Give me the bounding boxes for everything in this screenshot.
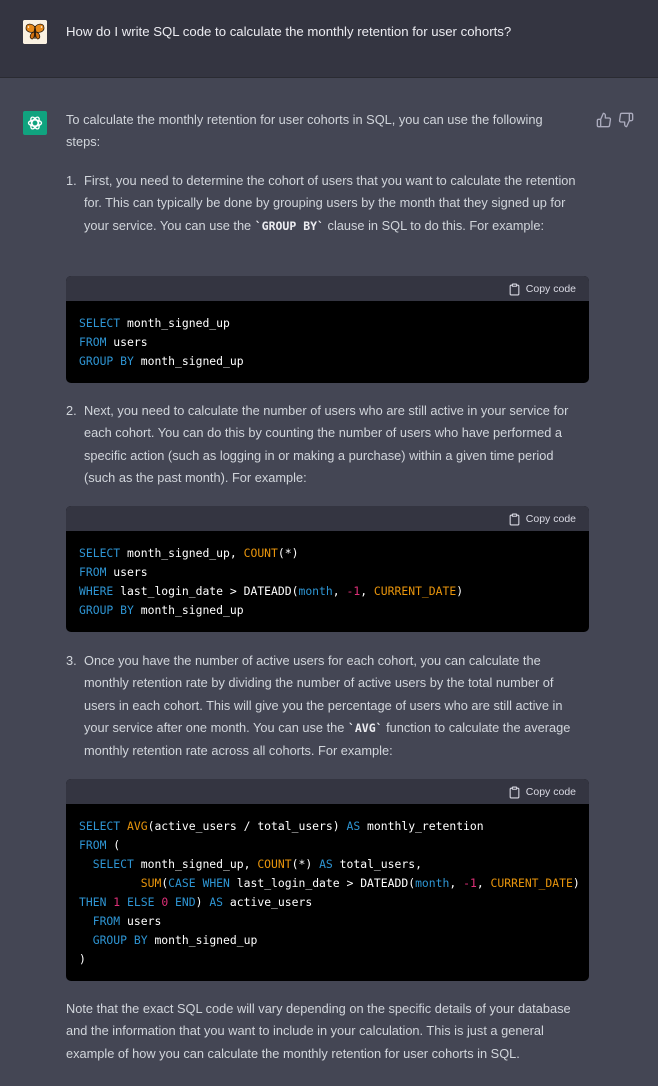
code-token: month_signed_up, bbox=[120, 546, 244, 560]
code-line bbox=[79, 912, 576, 931]
code-token: ( bbox=[161, 876, 169, 890]
code-token: ( bbox=[106, 838, 121, 852]
copy-code-button[interactable] bbox=[508, 784, 576, 800]
code-token: FROM bbox=[79, 838, 107, 852]
code-token: month_signed_up, bbox=[133, 857, 258, 871]
code-token: AS bbox=[319, 857, 333, 871]
code-line bbox=[79, 817, 576, 836]
code-line bbox=[79, 893, 576, 912]
code-token: CURRENT_DATE bbox=[490, 876, 573, 890]
code-token bbox=[79, 914, 93, 928]
openai-logo-icon bbox=[23, 111, 47, 135]
step-number: 3. bbox=[66, 653, 77, 668]
butterfly-icon bbox=[23, 20, 47, 44]
step-1-text: First, you need to determine the cohort of users that you want to calculate the retention for. This can typically be done by grouping users by the month that they signed up for your service. You can use the `GROUP BY` clause in SQL to do this. For example: bbox=[84, 173, 576, 233]
code-token: ) bbox=[456, 584, 464, 598]
code-token: 0 bbox=[161, 895, 169, 909]
code-token: WHERE bbox=[79, 584, 114, 598]
code-token: -1 bbox=[463, 876, 477, 890]
code-token: WHEN bbox=[202, 876, 230, 890]
code-token: (*) bbox=[277, 546, 299, 560]
clipboard-icon bbox=[508, 786, 521, 799]
code-token: monthly_retention bbox=[360, 819, 484, 833]
code-token: month_signed_up bbox=[133, 354, 244, 368]
code-token: -1 bbox=[346, 584, 361, 598]
code-token: SELECT bbox=[92, 857, 134, 871]
code-token: FROM bbox=[79, 335, 107, 349]
copy-code-label: Copy code bbox=[525, 786, 576, 798]
inline-code: `GROUP BY` bbox=[254, 218, 324, 233]
code-token: FROM bbox=[79, 565, 107, 579]
code-token: last_login_date > DATEADD( bbox=[229, 876, 416, 890]
user-message-row bbox=[0, 0, 658, 78]
clipboard-icon bbox=[508, 513, 521, 526]
user-message-text: How do I write SQL code to calculate the monthly retention for user cohorts? bbox=[66, 24, 512, 39]
copy-code-button[interactable] bbox=[508, 281, 576, 297]
code-token: END bbox=[175, 895, 196, 909]
code-line bbox=[79, 582, 576, 601]
code-token bbox=[79, 876, 141, 890]
code-token: (*) bbox=[291, 857, 320, 871]
assistant-note: Note that the exact SQL code will vary depending on the specific details of your database and the information that you want to include in your calculation. This is just a general example of how you can calculate the monthly retention for user cohorts in SQL. bbox=[66, 1001, 571, 1061]
assistant-intro: To calculate the monthly retention for user cohorts in SQL, you can use the following steps: bbox=[66, 112, 543, 150]
code-token: users bbox=[106, 565, 148, 579]
code-line bbox=[79, 950, 576, 969]
copy-code-label: Copy code bbox=[525, 283, 576, 295]
code-block bbox=[66, 276, 589, 383]
copy-code-button[interactable] bbox=[508, 511, 576, 527]
assistant-message-row bbox=[0, 78, 658, 1086]
code-token: GROUP BY bbox=[79, 354, 134, 368]
code-token: month_signed_up bbox=[120, 316, 230, 330]
step-3-text: Once you have the number of active users for each cohort, you can calculate the monthly retention rate by dividing the number of active users by the total number of users in each cohort. This will give you the percentage of users who are still active in your service after one month. You can use the `AVG` function to calculate the average monthly retention rate across all cohorts. For example: bbox=[84, 653, 571, 758]
code-token: month bbox=[298, 584, 333, 598]
code-token: users bbox=[106, 335, 148, 349]
code-line bbox=[79, 931, 576, 950]
code-token: 1 bbox=[113, 895, 121, 909]
code-token: FROM bbox=[92, 914, 121, 928]
code-token: GROUP BY bbox=[79, 603, 134, 617]
code-token: ) bbox=[79, 952, 86, 966]
code-token bbox=[120, 819, 127, 833]
code-token: , bbox=[449, 876, 464, 890]
code-line bbox=[79, 333, 576, 352]
code-token: CURRENT_DATE bbox=[373, 584, 457, 598]
step-2-text: Next, you need to calculate the number of users who are still active in your service for each cohort. You can do this by counting the number of users who have performed a specific action (such as logging in or making a purchase) within a given time period (such as the past month). For example: bbox=[84, 403, 569, 486]
thumbs-up-icon[interactable] bbox=[596, 112, 612, 128]
code-token: users bbox=[120, 914, 162, 928]
step-number: 2. bbox=[66, 403, 77, 418]
code-line bbox=[79, 544, 576, 563]
inline-code: `AVG` bbox=[347, 721, 383, 736]
code-block-header bbox=[66, 779, 589, 804]
code-token: AS bbox=[209, 895, 224, 909]
code-token: month_signed_up bbox=[133, 603, 244, 617]
code-body bbox=[66, 804, 589, 981]
code-token: last_login_date > DATEADD( bbox=[113, 584, 299, 598]
code-token: month_signed_up bbox=[147, 933, 258, 947]
thumbs-down-icon[interactable] bbox=[618, 112, 634, 128]
code-token: SELECT bbox=[79, 316, 121, 330]
code-block-header bbox=[66, 276, 589, 301]
code-token bbox=[79, 933, 93, 947]
step-number: 1. bbox=[66, 173, 77, 188]
code-line bbox=[79, 855, 576, 874]
copy-code-label: Copy code bbox=[525, 513, 576, 525]
code-line bbox=[79, 601, 576, 620]
code-token: , bbox=[332, 584, 347, 598]
code-line bbox=[79, 563, 576, 582]
code-line bbox=[79, 352, 576, 371]
code-token: , bbox=[476, 876, 491, 890]
code-token: (active_users / total_users) bbox=[147, 819, 347, 833]
code-block bbox=[66, 779, 589, 981]
code-token: AS bbox=[346, 819, 361, 833]
code-token bbox=[79, 857, 93, 871]
code-token: ) bbox=[195, 895, 210, 909]
code-body bbox=[66, 301, 589, 383]
clipboard-icon bbox=[508, 283, 521, 296]
code-token bbox=[120, 895, 127, 909]
code-token: total_users, bbox=[332, 857, 422, 871]
code-token: SELECT bbox=[79, 546, 121, 560]
code-line bbox=[79, 314, 576, 333]
code-token: AVG bbox=[127, 819, 148, 833]
code-token: CASE bbox=[168, 876, 196, 890]
code-line bbox=[79, 874, 580, 893]
code-token: COUNT bbox=[243, 546, 278, 560]
code-line bbox=[79, 836, 576, 855]
code-token bbox=[168, 895, 175, 909]
code-block bbox=[66, 506, 589, 632]
code-token: SELECT bbox=[79, 819, 121, 833]
code-token: SUM bbox=[140, 876, 162, 890]
code-block-header bbox=[66, 506, 589, 531]
code-token: , bbox=[360, 584, 374, 598]
code-token: THEN bbox=[79, 895, 107, 909]
code-token: month bbox=[415, 876, 450, 890]
code-body bbox=[66, 531, 589, 632]
code-token: ) bbox=[572, 876, 580, 890]
code-token: active_users bbox=[223, 895, 313, 909]
code-token: COUNT bbox=[257, 857, 292, 871]
code-token: ELSE bbox=[127, 895, 155, 909]
code-token: GROUP BY bbox=[92, 933, 148, 947]
